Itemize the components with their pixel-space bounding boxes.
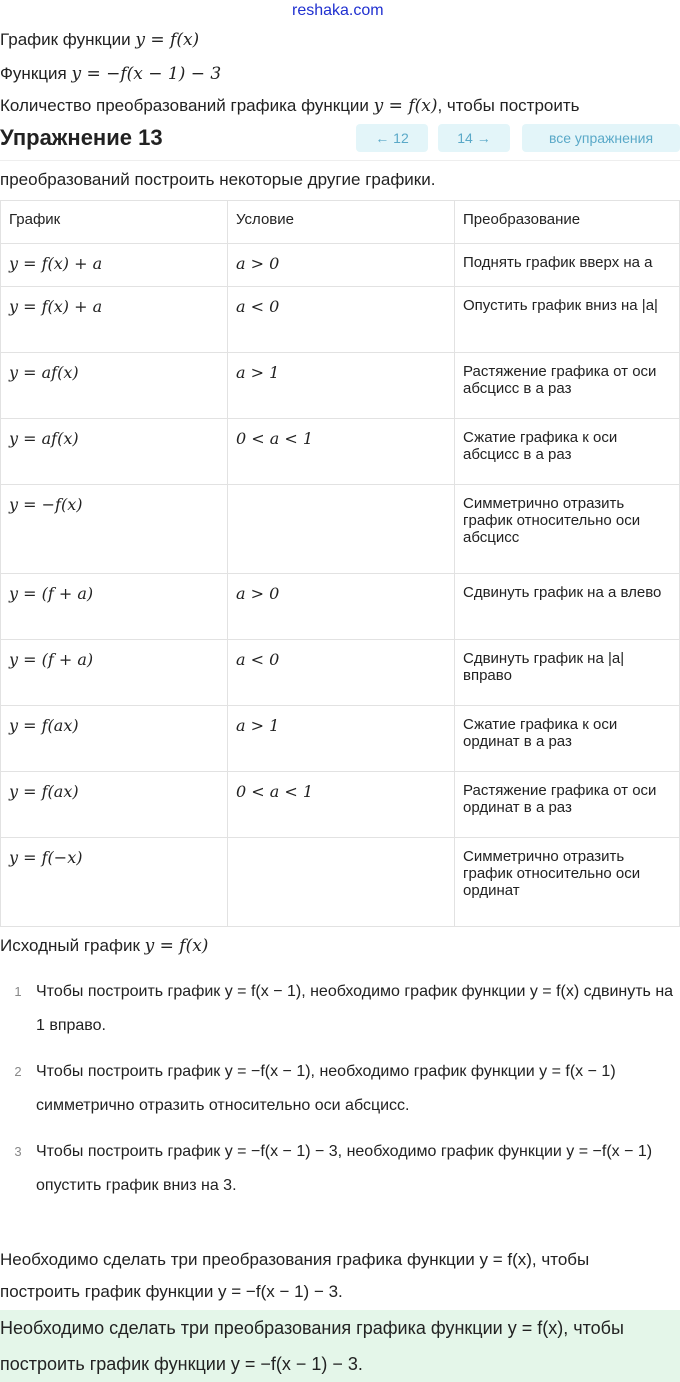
cell-graph: y = −f(x) <box>1 485 228 574</box>
question-text: Количество преобразований графика функции <box>0 96 369 115</box>
question-formula: y = f(x) <box>373 96 438 116</box>
divider <box>0 160 680 161</box>
step-item <box>0 975 680 1043</box>
original-graph-line <box>0 936 208 956</box>
cell-graph: y = f(−x) <box>1 838 228 927</box>
cell-graph: y = f(x) + a <box>1 244 228 287</box>
cell-transformation: Сжатие графика к оси ординат в a раз <box>455 706 680 772</box>
watermark: reshaka.com <box>292 2 384 19</box>
cell-transformation: Сдвинуть график на a влево <box>455 574 680 640</box>
step-text: Чтобы построить график y = f(x − 1), необходимо график функции y = f(x) сдвинуть на 1 вправо. <box>36 983 674 1034</box>
next-exercise-button[interactable]: 14 → <box>438 124 510 152</box>
cell-graph: y = af(x) <box>1 353 228 419</box>
original-label: Исходный график <box>0 936 140 955</box>
table-row <box>1 353 680 419</box>
cell-graph: y = (f + a) <box>1 574 228 640</box>
table-row <box>1 772 680 838</box>
graph-label: График функции <box>0 30 131 49</box>
cell-transformation: Симметрично отразить график относительно оси абсцисс <box>455 485 680 574</box>
cell-graph: y = f(ax) <box>1 772 228 838</box>
cell-graph: y = f(x) + a <box>1 287 228 353</box>
cell-transformation: Сжатие графика к оси абсцисс в a раз <box>455 419 680 485</box>
step-item <box>0 1055 680 1123</box>
all-exercises-button[interactable]: все упражнения <box>522 124 680 152</box>
cell-transformation: Поднять график вверх на a <box>455 244 680 287</box>
cell-condition: a < 0 <box>228 287 455 353</box>
table-row <box>1 485 680 574</box>
table-row <box>1 574 680 640</box>
graph-formula: y = f(x) <box>135 30 200 50</box>
exercise-title: Упражнение 13 <box>0 125 163 150</box>
table-row <box>1 287 680 353</box>
table-row <box>1 640 680 706</box>
function-formula: y = −f(x − 1) − 3 <box>71 64 222 84</box>
step-item <box>0 1135 680 1203</box>
table-row <box>1 838 680 927</box>
cell-transformation: Растяжение графика от оси абсцисс в a раз <box>455 353 680 419</box>
table-row <box>1 706 680 772</box>
table-header <box>1 201 680 244</box>
cell-condition <box>228 485 455 574</box>
cell-condition: a > 0 <box>228 574 455 640</box>
step-number: 3 <box>14 1144 22 1159</box>
conclusion: Необходимо сделать три преобразования графика функции y = f(x), чтобы построить график функции y = −f(x − 1) − 3. <box>0 1250 590 1301</box>
cell-graph: y = af(x) <box>1 419 228 485</box>
question-text-end: , чтобы построить <box>437 96 580 115</box>
original-formula: y = f(x) <box>144 936 209 956</box>
cell-transformation: Сдвинуть график на |a| вправо <box>455 640 680 706</box>
transformations-table <box>0 200 680 927</box>
cell-transformation: Симметрично отразить график относительно оси ординат <box>455 838 680 927</box>
step-number: 2 <box>14 1064 22 1079</box>
col-graph: График <box>1 201 228 244</box>
cell-graph: y = f(ax) <box>1 706 228 772</box>
cell-condition: 0 < a < 1 <box>228 772 455 838</box>
question-line <box>0 96 580 116</box>
col-condition: Условие <box>228 201 455 244</box>
cell-condition: a > 0 <box>228 244 455 287</box>
step-text: Чтобы построить график y = −f(x − 1) − 3, необходимо график функции y = −f(x − 1) опустить график вниз на 3. <box>36 1143 653 1194</box>
cell-graph: y = (f + a) <box>1 640 228 706</box>
col-transformation: Преобразование <box>455 201 680 244</box>
function-label: Функция <box>0 64 67 83</box>
cell-condition: a > 1 <box>228 353 455 419</box>
table-row <box>1 244 680 287</box>
cell-transformation: Растяжение графика от оси ординат в a раз <box>455 772 680 838</box>
function-line <box>0 64 221 84</box>
cell-condition <box>228 838 455 927</box>
cell-condition: 0 < a < 1 <box>228 419 455 485</box>
step-number: 1 <box>14 984 22 999</box>
cell-transformation: Опустить график вниз на |a| <box>455 287 680 353</box>
answer-box: Необходимо сделать три преобразования графика функции y = f(x), чтобы построить график функции y = −f(x − 1) − 3. <box>0 1310 680 1382</box>
steps-list <box>0 975 680 1215</box>
intro-continuation: преобразований построить некоторые другие графики. <box>0 170 436 189</box>
prev-exercise-button[interactable]: ← 12 <box>356 124 428 152</box>
graph-line <box>0 30 199 50</box>
cell-condition: a < 0 <box>228 640 455 706</box>
cell-condition: a > 1 <box>228 706 455 772</box>
step-text: Чтобы построить график y = −f(x − 1), необходимо график функции y = f(x − 1) симметрично отразить относительно оси абсцисс. <box>36 1063 616 1114</box>
table-row <box>1 419 680 485</box>
